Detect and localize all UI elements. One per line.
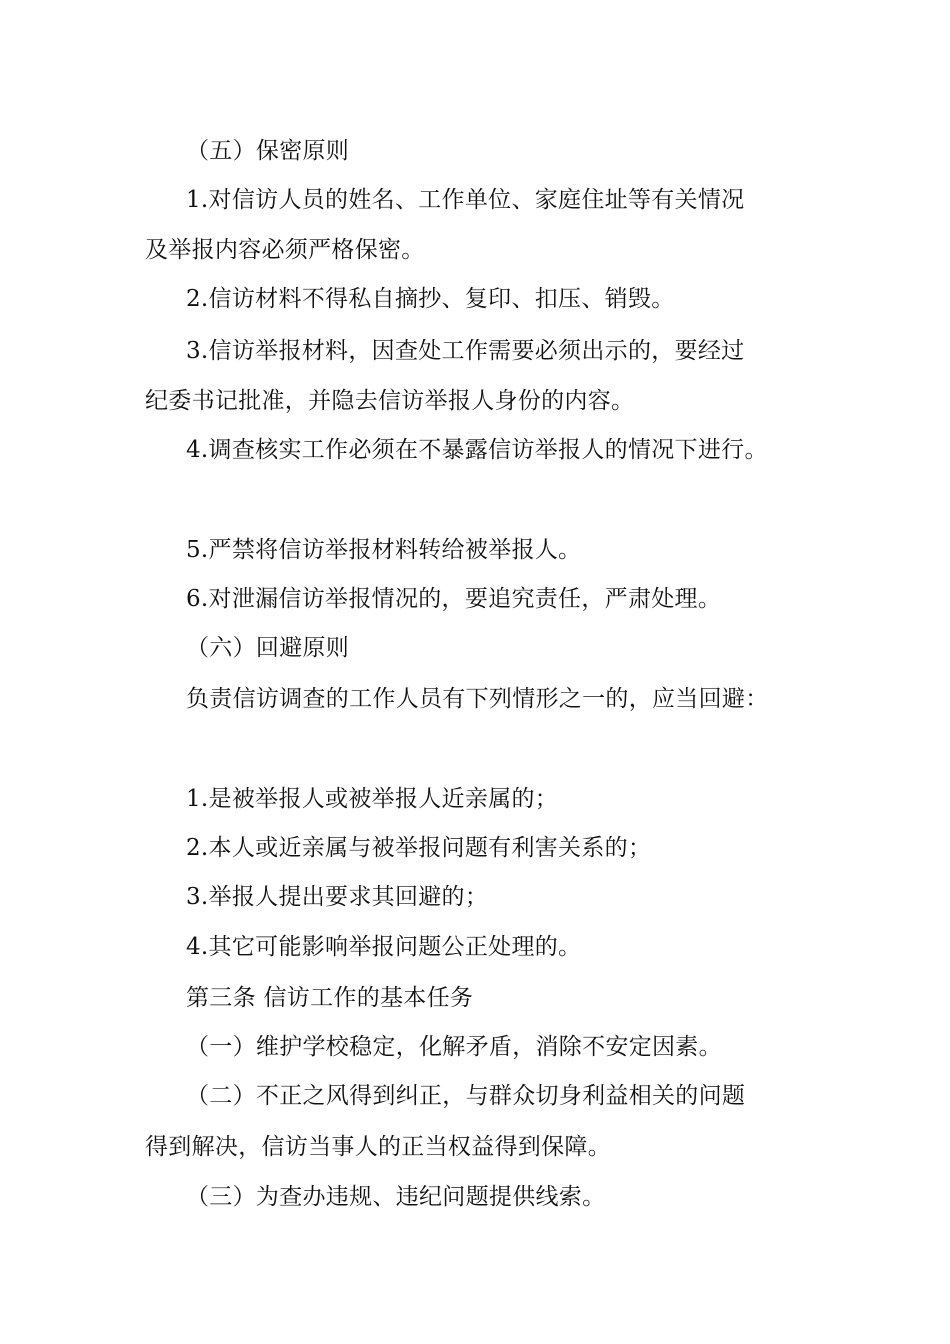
paragraph-line: 2.本人或近亲属与被举报问题有利害关系的； xyxy=(186,835,652,861)
article-heading: 第三条 信访工作的基本任务 xyxy=(186,985,474,1011)
paragraph-line: 6.对泄漏信访举报情况的，要追究责任，严肃处理。 xyxy=(186,586,722,612)
paragraph-line: 3.举报人提出要求其回避的； xyxy=(186,884,489,910)
paragraph-line: 纪委书记批准，并隐去信访举报人身份的内容。 xyxy=(145,388,635,414)
paragraph-line: （二）不正之风得到纠正，与群众切身利益相关的问题 xyxy=(186,1083,746,1109)
paragraph-line: 3.信访举报材料，因查处工作需要必须出示的，要经过 xyxy=(186,338,745,364)
paragraph-line: 1.对信访人员的姓名、工作单位、家庭住址等有关情况 xyxy=(186,187,745,213)
paragraph-line: 1.是被举报人或被举报人近亲属的； xyxy=(186,786,559,812)
paragraph-line: （三）为查办违规、违纪问题提供线索。 xyxy=(186,1184,606,1210)
paragraph-line: 2.信访材料不得私自摘抄、复印、扣压、销毁。 xyxy=(186,286,675,312)
paragraph-line: 4.调查核实工作必须在不暴露信访举报人的情况下进行。 xyxy=(186,437,768,463)
paragraph-line: 4.其它可能影响举报问题公正处理的。 xyxy=(186,934,582,960)
paragraph-line: 5.严禁将信访举报材料转给被举报人。 xyxy=(186,537,582,563)
section-heading-confidentiality: （五）保密原则 xyxy=(186,138,350,164)
paragraph-line: （一）维护学校稳定，化解矛盾，消除不安定因素。 xyxy=(186,1034,722,1060)
paragraph-line: 及举报内容必须严格保密。 xyxy=(145,237,425,263)
section-heading-recusal: （六）回避原则 xyxy=(186,635,350,661)
paragraph-line: 负责信访调查的工作人员有下列情形之一的，应当回避： xyxy=(186,686,769,712)
paragraph-line: 得到解决，信访当事人的正当权益得到保障。 xyxy=(145,1134,611,1160)
